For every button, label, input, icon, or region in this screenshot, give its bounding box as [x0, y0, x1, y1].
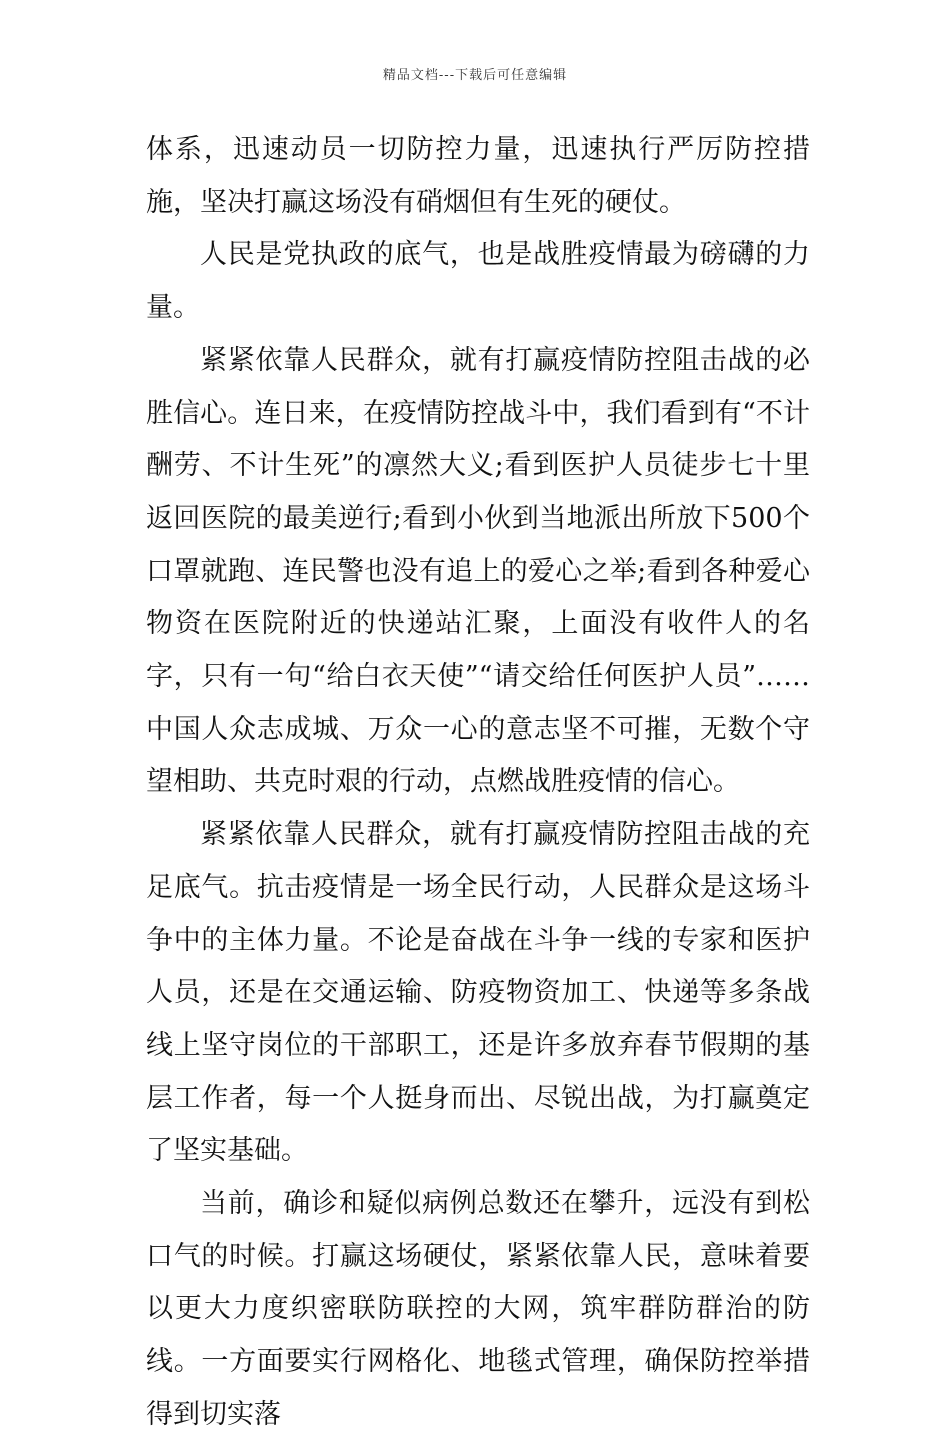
- document-body: [146, 124, 810, 1442]
- paragraph: 体系，迅速动员一切防控力量，迅速执行严厉防控措施，坚决打赢这场没有硝烟但有生死的硬仗。: [146, 134, 810, 218]
- paragraph: 当前，确诊和疑似病例总数还在攀升，远没有到松口气的时候。打赢这场硬仗，紧紧依靠人民，意味着要以更大力度织密联防联控的大网，筑牢群防群治的防线。一方面要实行网格化、地毯式管理，确保防控举措得到切实落: [146, 1188, 810, 1430]
- paragraph: 紧紧依靠人民群众，就有打赢疫情防控阻击战的充足底气。抗击疫情是一场全民行动，人民群众是这场斗争中的主体力量。不论是奋战在斗争一线的专家和医护人员，还是在交通运输、防疫物资加工、快递等多条战线上坚守岗位的干部职工，还是许多放弃春节假期的基层工作者，每一个人挺身而出、尽锐出战，为打赢奠定了坚实基础。: [146, 819, 810, 1167]
- paragraph: 紧紧依靠人民群众，就有打赢疫情防控阻击战的必胜信心。连日来，在疫情防控战斗中，我们看到有“不计酬劳、不计生死”的凛然大义;看到医护人员徒步七十里返回医院的最美逆行;看到小伙到当地派出所放下500个口罩就跑、连民警也没有追上的爱心之举;看到各种爱心物资在医院附近的快递站汇聚，上面没有收件人的名字，只有一句“给白衣天使”“请交给任何医护人员”……中国人众志成城、万众一心的意志坚不可摧，无数个守望相助、共克时艰的行动，点燃战胜疫情的信心。: [146, 344, 810, 798]
- page-header: 精品文档---下载后可任意编辑: [382, 68, 568, 83]
- paragraph: 人民是党执政的底气，也是战胜疫情最为磅礴的力量。: [146, 239, 810, 324]
